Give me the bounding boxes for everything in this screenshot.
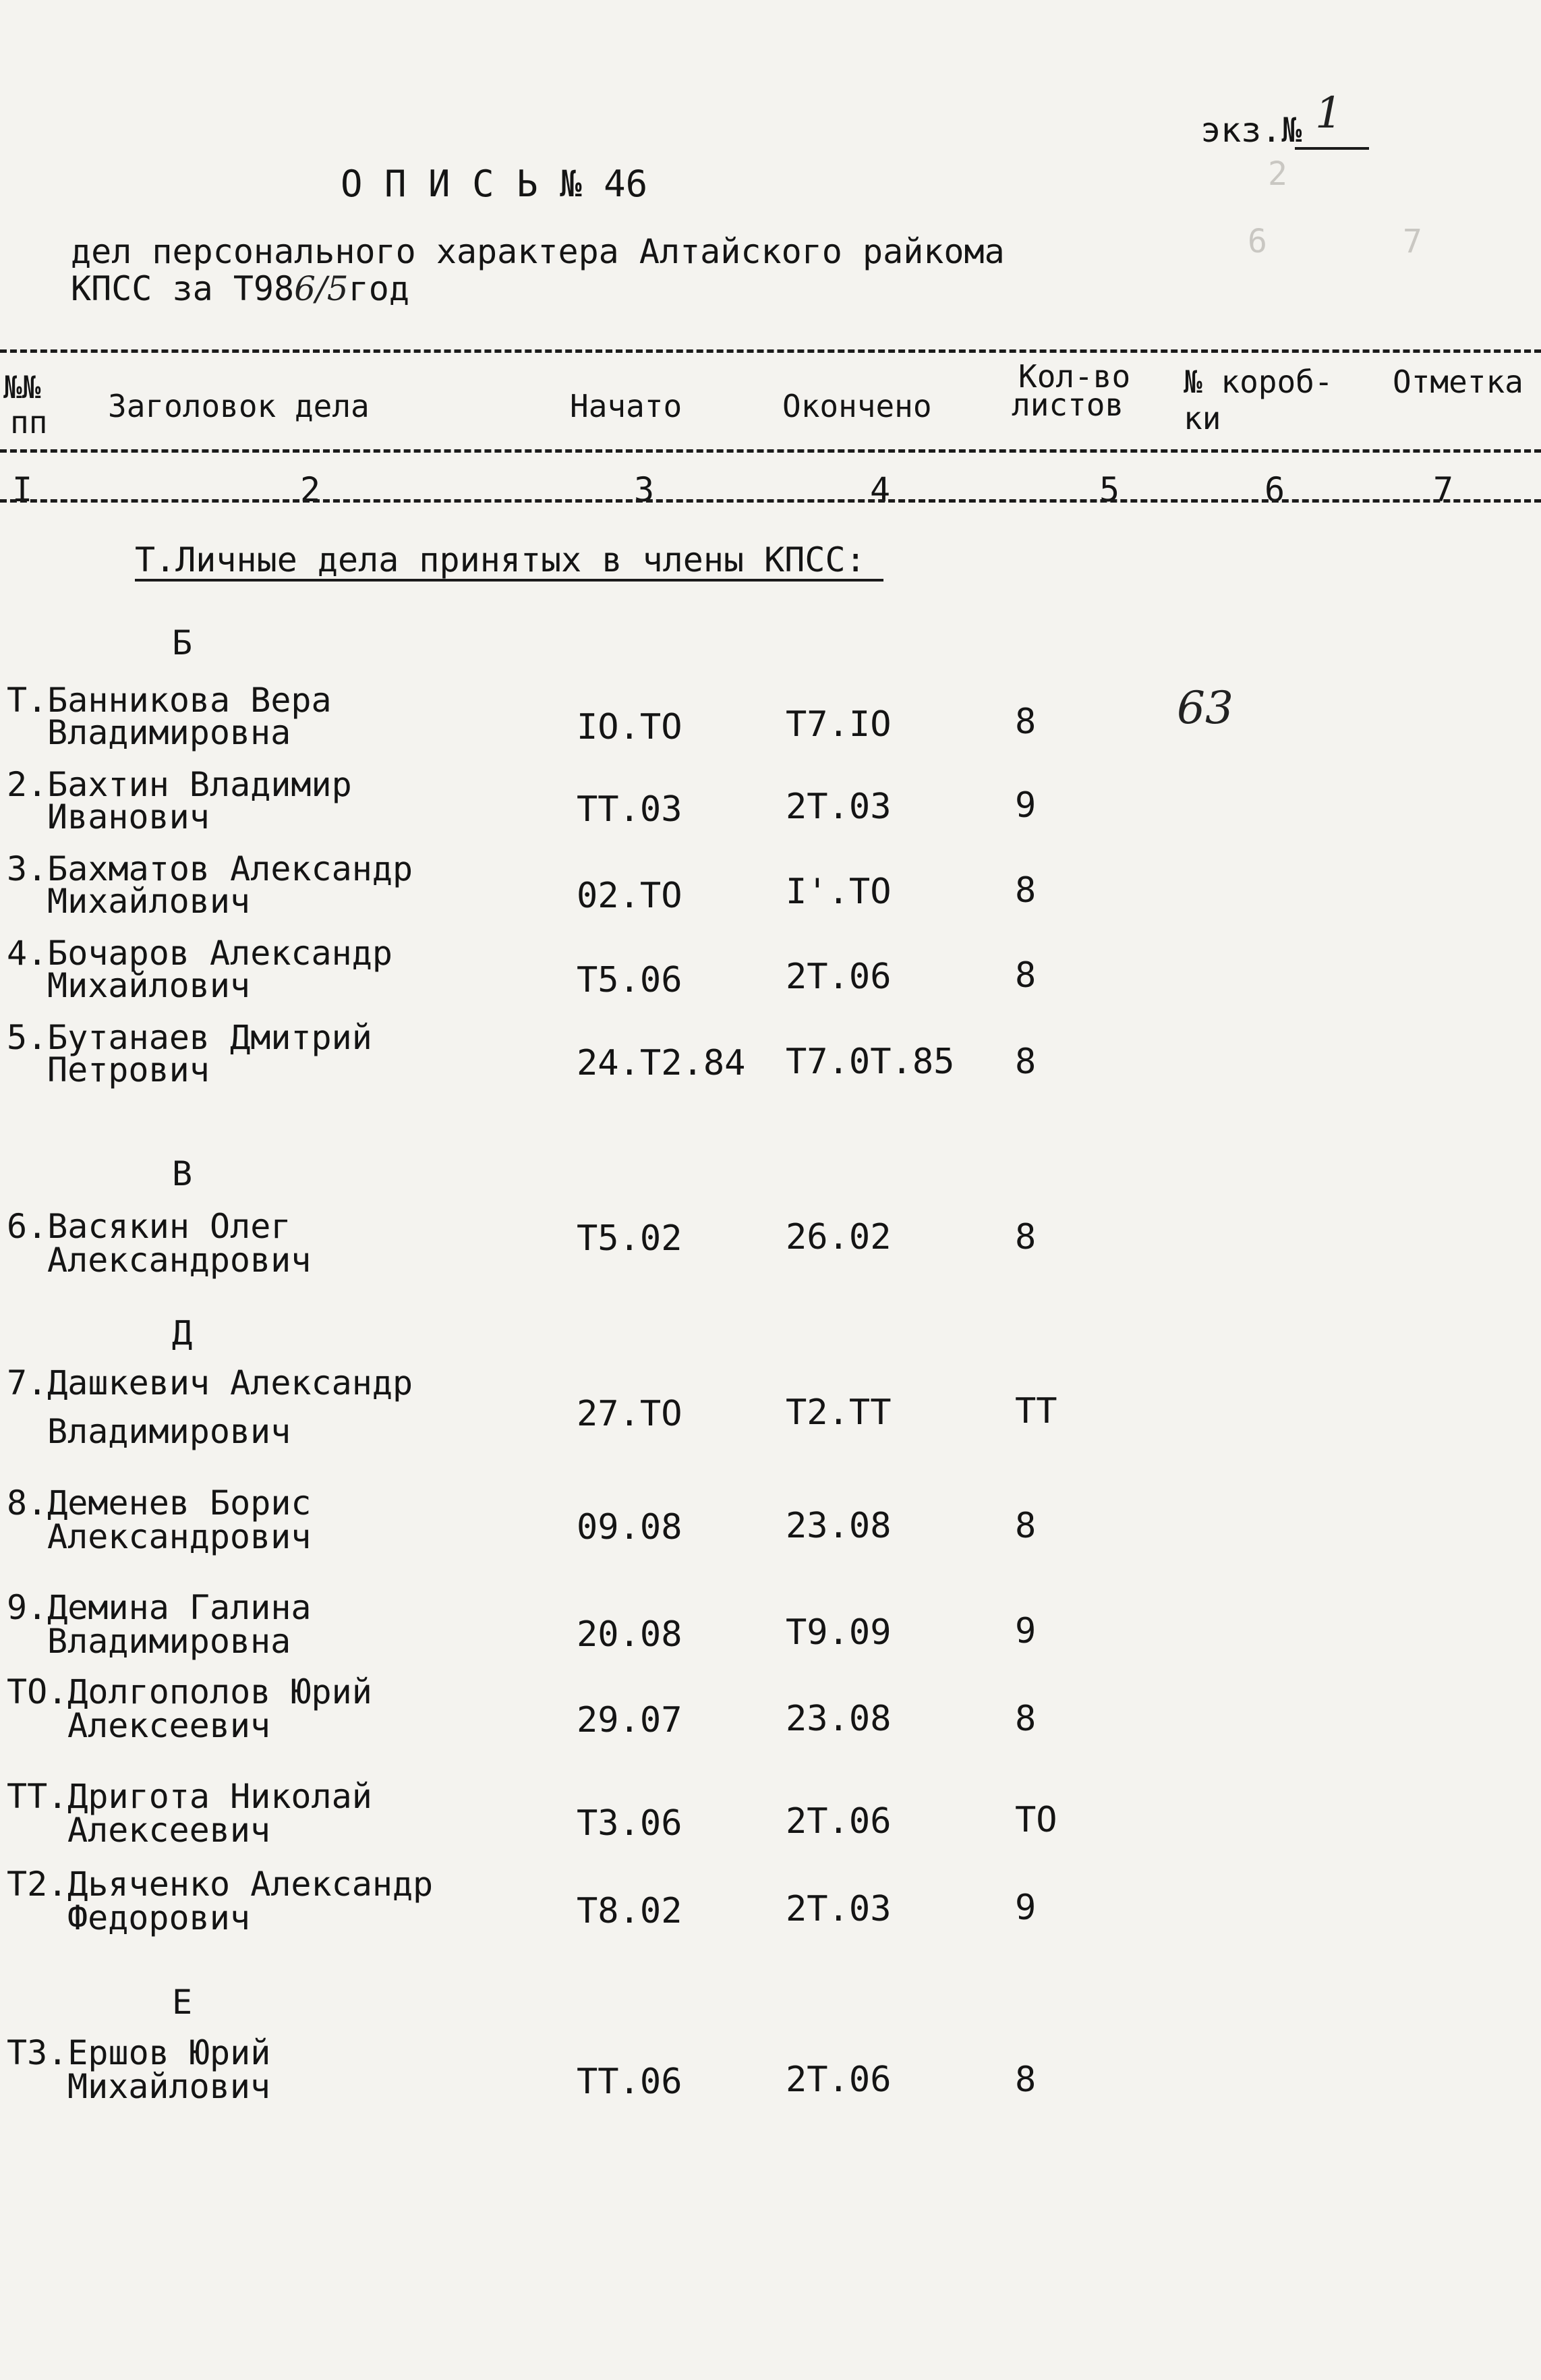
col-header-num: №№ [3,369,41,405]
col-header-sheets-sub: листов [1012,387,1124,423]
row-13-end: 2T.06 [786,2060,892,2100]
row-5-start: 24.T2.84 [577,1043,746,1083]
col-number-2: 2 [300,470,321,509]
copy-number-underline [1295,147,1369,150]
row-12-end: 2T.03 [786,1889,892,1929]
col-header-end: Окончено [782,388,932,424]
row-1-patronymic: Владимировна [47,713,291,752]
row-2-name: 2.Бахтин Владимир [7,765,352,804]
row-7-patronymic: Владимирович [47,1412,291,1451]
row-2-patronymic: Иванович [47,797,210,837]
row-13-name: T3.Ершов Юрий [7,2033,271,2072]
letter-heading-b: Б [172,623,193,662]
col-number-4: 4 [870,470,891,509]
row-11-name: TT.Дригота Николай [7,1777,372,1816]
row-2-end: 2T.03 [786,787,892,827]
row-7-start: 27.TO [577,1394,682,1434]
row-8-sheets: 8 [1015,1506,1037,1546]
subtitle-year-text: КПСС за Т98 [71,269,295,308]
row-11-patronymic: Алексеевич [67,1811,271,1850]
row-4-end: 2T.06 [786,957,892,997]
row-3-name: 3.Бахматов Александр [7,849,413,888]
row-4-start: T5.06 [577,960,682,1000]
row-7-end: T2.TT [786,1392,892,1433]
row-4-patronymic: Михайлович [47,966,251,1005]
document-subtitle: дел персонального характера Алтайского райкома [71,232,1005,271]
header-bottom-rule [0,499,1541,503]
row-11-start: T3.06 [577,1803,682,1844]
copy-number-label: экз.№ [1200,111,1302,150]
row-6-start: T5.02 [577,1218,682,1259]
row-13-sheets: 8 [1015,2060,1037,2100]
row-3-patronymic: Михайлович [47,882,251,921]
header-mid-rule [0,449,1541,453]
letter-heading-e: Е [172,1983,193,2022]
row-1-end: Т7.IO [786,704,892,745]
row-5-end: T7.0T.85 [786,1042,955,1082]
col-header-box-sub: ки [1184,400,1221,436]
year-correction-handwritten: 6/5 [294,269,349,308]
row-8-start: 09.08 [577,1507,682,1548]
row-12-sheets: 9 [1015,1888,1037,1928]
row-6-name: 6.Васякин Олег [7,1207,291,1246]
document-subtitle-year [71,270,409,308]
bleed-through-mark: 6 [1248,223,1267,260]
row-10-sheets: 8 [1015,1699,1037,1739]
row-13-patronymic: Михайлович [67,2067,271,2106]
row-4-name: 4.Бочаров Александр [7,934,392,973]
row-3-sheets: 8 [1015,870,1037,911]
row-2-sheets: 9 [1015,785,1037,826]
row-6-end: 26.02 [786,1217,892,1257]
section-title-underline [135,579,883,582]
row-13-start: TT.06 [577,2062,682,2102]
row-8-patronymic: Александрович [47,1517,312,1556]
col-header-title: Заголовок дела [108,388,370,424]
row-3-end: I'.TO [786,872,892,912]
row-9-name: 9.Демина Галина [7,1588,312,1627]
col-number-1: I [12,470,33,509]
row-1-start: IO.TO [577,707,682,747]
row-12-patronymic: Федорович [67,1898,250,1937]
col-number-5: 5 [1099,470,1120,509]
row-10-name: TO.Долгополов Юрий [7,1672,372,1711]
row-2-start: TT.03 [577,789,682,830]
col-header-box: № короб- [1184,364,1333,400]
col-number-3: 3 [634,470,655,509]
box-number-handwritten: 63 [1177,682,1233,734]
row-8-name: 8.Деменев Борис [7,1483,312,1523]
row-10-patronymic: Алексеевич [67,1706,271,1745]
col-header-num-sub: пп [10,404,48,441]
subtitle-year-suffix: год [348,269,409,308]
row-8-end: 23.08 [786,1506,892,1546]
row-9-end: T9.09 [786,1612,892,1653]
row-12-start: T8.02 [577,1891,682,1931]
row-5-patronymic: Петрович [47,1050,210,1089]
col-header-start: Начато [570,388,682,424]
row-11-sheets: TO [1015,1800,1057,1840]
row-5-sheets: 8 [1015,1042,1037,1082]
letter-heading-d: Д [172,1313,193,1353]
row-9-patronymic: Владимировна [47,1622,291,1661]
row-3-start: 02.TO [577,876,682,916]
row-11-end: 2T.06 [786,1801,892,1842]
row-4-sheets: 8 [1015,955,1037,996]
bleed-through-mark: 2 [1268,155,1287,193]
row-6-sheets: 8 [1015,1217,1037,1257]
document-title: О П И С Ь № 46 [341,163,648,205]
row-10-start: 29.07 [577,1700,682,1740]
row-9-sheets: 9 [1015,1611,1037,1651]
row-6-patronymic: Александрович [47,1241,312,1280]
col-number-6: 6 [1264,470,1285,509]
copy-number-handwritten: 1 [1315,88,1343,138]
col-header-mark: Отметка [1393,364,1523,400]
row-7-name: 7.Дашкевич Александр [7,1363,413,1402]
row-9-start: 20.08 [577,1614,682,1655]
col-header-sheets: Кол-во [1018,358,1131,395]
row-1-name: Т.Банникова Вера [7,681,332,720]
row-1-sheets: 8 [1015,702,1037,742]
row-10-end: 23.08 [786,1699,892,1739]
letter-heading-v: В [172,1154,193,1193]
bleed-through-mark: 7 [1403,223,1422,260]
row-7-sheets: TT [1015,1391,1057,1432]
row-12-name: T2.Дьяченко Александр [7,1865,434,1904]
section-title: Т.Личные дела принятых в члены КПСС: [135,540,866,579]
col-number-7: 7 [1433,470,1454,509]
header-top-rule [0,349,1541,353]
row-5-name: 5.Бутанаев Дмитрий [7,1018,372,1057]
